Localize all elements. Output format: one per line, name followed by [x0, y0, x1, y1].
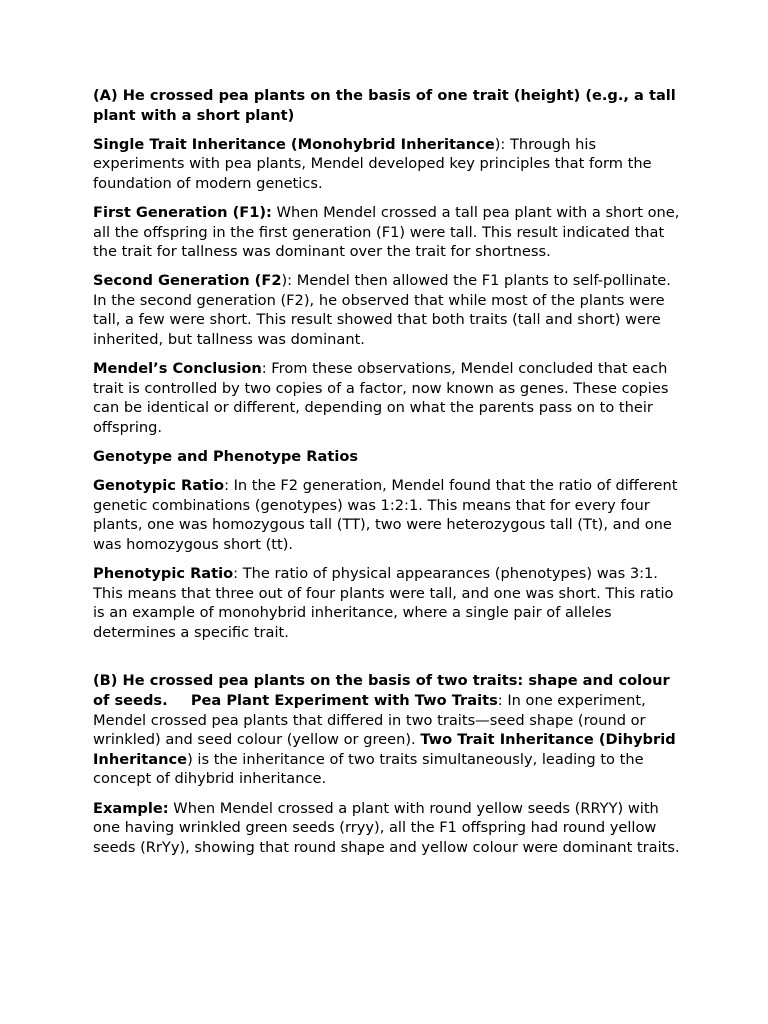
phenotypic-ratio-paragraph	[93, 564, 683, 642]
first-generation-paragraph	[93, 203, 683, 262]
single-trait-text: ): Through his experiments with pea plants, Mendel developed key principles that form the foundation of modern genetics.	[93, 135, 652, 192]
conclusion-paragraph	[93, 359, 683, 437]
conclusion-label: Mendel’s Conclusion	[93, 360, 262, 378]
ratios-heading: Genotype and Phenotype Ratios	[93, 448, 359, 465]
first-generation-label: First Generation (F1):	[93, 203, 272, 221]
second-generation-paragraph	[93, 271, 683, 349]
dihybrid-text: ) is the inheritance of two traits simultaneously, leading to the concept of dihybrid inheritance.	[93, 750, 644, 788]
genotypic-ratio-paragraph	[93, 476, 683, 554]
genotypic-ratio-text: : In the F2 generation, Mendel found that the ratio of different genetic combinations (genotypes) was 1:2:1. This means that for every four plants, one was homozygous tall (TT), two were heterozygous tall (Tt), and one was homozygous short (tt).	[93, 477, 678, 553]
genotypic-ratio-label: Genotypic Ratio	[93, 477, 225, 495]
section-b-heading: (B) He crossed pea plants on the basis of two traits: shape and colour of seeds.	[93, 672, 670, 710]
example-text: When Mendel crossed a plant with round yellow seeds (RRYY) with one having wrinkled green seeds (rryy), all the F1 offspring had round yellow seeds (RrYy), showing that round shape and yellow colour were dominant traits.	[93, 799, 680, 856]
section-b-paragraph	[93, 671, 683, 789]
section-a-heading: (A) He crossed pea plants on the basis of one trait (height) (e.g., a tall plant with a short plant)	[93, 87, 676, 124]
experiment-text: : In one experiment, Mendel crossed pea plants that differed in two traits—seed shape (round or wrinkled) and seed colour (yellow or green).	[93, 692, 646, 749]
second-generation-label: Second Generation (F2	[93, 272, 282, 290]
first-generation-text: When Mendel crossed a tall pea plant with a short one, all the offspring in the first generation (F1) were tall. This result indicated that the trait for tallness was dominant over the trait for shortness.	[93, 203, 680, 261]
second-generation-text: ): Mendel then allowed the F1 plants to self-pollinate. In the second generation (F2), he observed that while most of the plants were tall, a few were short. This result showed that both traits (tall and short) were inherited, but tallness was dominant.	[93, 272, 671, 349]
single-trait-label: Single Trait Inheritance (Monohybrid Inheritance	[93, 135, 495, 153]
conclusion-text: : From these observations, Mendel concluded that each trait is controlled by two copies of a factor, now known as genes. These copies can be identical or different, depending on what the parents pass on to their offspring.	[93, 360, 669, 436]
phenotypic-ratio-label: Phenotypic Ratio	[93, 564, 234, 582]
example-paragraph	[93, 799, 683, 858]
document-page	[93, 86, 683, 867]
single-trait-paragraph	[93, 135, 683, 194]
phenotypic-ratio-text: : The ratio of physical appearances (phenotypes) was 3:1. This means that three out of four plants were tall, and one was short. This ratio is an example of monohybrid inheritance, where a single pair of alleles determines a specific trait.	[93, 564, 674, 641]
experiment-label: Pea Plant Experiment with Two Traits	[190, 692, 498, 710]
dihybrid-label: Two Trait Inheritance (Dihybrid Inheritance	[93, 731, 676, 768]
example-label: Example:	[93, 799, 169, 817]
section-spacer	[93, 652, 683, 672]
